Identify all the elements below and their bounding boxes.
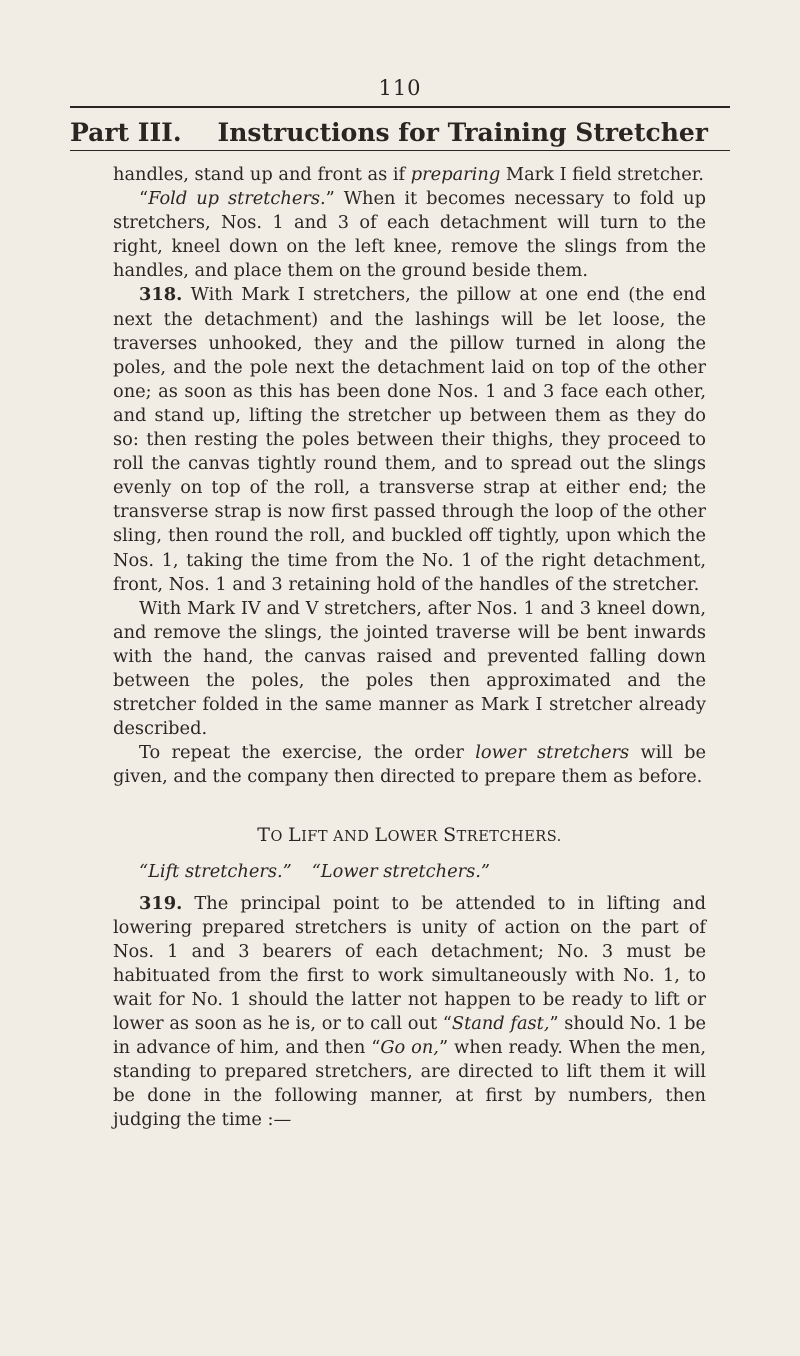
subhead-cap: L — [374, 824, 388, 847]
body-text — [113, 163, 706, 1133]
subhead-smallcaps: O — [270, 829, 288, 846]
subhead-smallcaps: TRETCHERS. — [456, 829, 562, 846]
section-subheading — [113, 823, 706, 849]
text-run: Mark I field stretcher. — [500, 164, 704, 185]
paragraph-319 — [113, 892, 706, 1133]
command-italic: Fold up stretchers. — [148, 188, 326, 210]
subhead-smallcaps: OWER — [387, 829, 444, 846]
running-header — [70, 118, 730, 151]
subhead-cap: L — [287, 824, 302, 847]
header-row — [70, 118, 730, 147]
italic-run: lower stretchers — [475, 742, 630, 764]
text-run: “ — [139, 188, 149, 210]
part-label: Part III. — [70, 118, 182, 147]
paragraph-fold-up — [113, 187, 706, 283]
italic-run: Go on, — [380, 1037, 439, 1059]
header-top-rule — [70, 106, 730, 108]
text-run: With Mark I stretchers, the pillow at one end (the end next the detachment) and the lashings will be let loose, the traverses unhooked, they and the pillow turned in along the poles, and the pole next the detachment laid on top of the other one; as soon as this has been done Nos. 1 and 3 face each other, and stand up, lifting the stretcher up between them as they do so: then resting the poles between their thighs, they proceed to roll the canvas tightly round them, and to spread out the slings evenly on top of the roll, a transverse strap at either end; the transverse strap is now first passed through the loop of the other sling, then round the roll, and buckled off tightly, upon which the Nos. 1, taking the time from the No. 1 of the right detachment, front, Nos. 1 and 3 retaining hold of the handles of the stretcher. — [113, 284, 706, 595]
text-run: ” should No. 1 be in advance of him, and then “ — [113, 1013, 706, 1059]
text-run: The principal point to be attended to in lifting and lowering prepared stretchers is unity of action on the part of Nos. 1 and 3 bearers of each detachment; No. 3 must be habituated from the first to work simultaneously with No. 1, to wait for No. 1 should the latter not happen to be ready to lift or lower as soon as he is, or to call out “ — [113, 892, 706, 1035]
subhead-cap: S — [443, 824, 457, 847]
paragraph-continuation — [113, 163, 706, 187]
text-run: will be given, and the company then directed to prepare them as before. — [113, 742, 706, 788]
command-line — [113, 860, 706, 884]
section-title: Instructions for Training Stretcher — [217, 118, 708, 147]
text-run: handles, stand up and front as if — [113, 164, 411, 185]
paragraph-mark-iv-v — [113, 597, 706, 742]
italic-run: preparing — [410, 164, 501, 185]
paragraph-number: 319. — [139, 892, 183, 914]
header-bottom-rule — [70, 150, 730, 151]
subhead-smallcaps: IFT AND — [301, 829, 375, 846]
paragraph-318 — [113, 283, 706, 596]
subhead-cap: T — [257, 824, 271, 847]
command-lower: “Lower stretchers.” — [311, 860, 490, 882]
page-number: 110 — [378, 76, 422, 100]
italic-run: Stand fast, — [451, 1013, 550, 1035]
text-run: With Mark IV and V stretchers, after Nos. 1 and 3 kneel down, and remove the slings, the jointed traverse will be bent inwards with the hand, the canvas raised and prevented falling down between the poles, the poles then approximated and the stretcher folded in the same manner as Mark I stretcher already described. — [113, 597, 706, 740]
command-lift: “Lift stretchers.” — [139, 860, 292, 882]
paragraph-repeat — [113, 741, 706, 789]
text-run: ” when ready. When the men, standing to prepared stretchers, are directed to lift them it will be done in the following manner, at first by numbers, then judging the time :— — [113, 1037, 706, 1131]
text-run: To repeat the exercise, the order — [139, 742, 476, 764]
paragraph-number: 318. — [139, 284, 183, 306]
text-run: ” When it becomes necessary to fold up stretchers, Nos. 1 and 3 of each detachment will turn to the right, kneel down on the left knee, remove the slings from the handles, and place them on the ground beside them. — [113, 188, 706, 282]
